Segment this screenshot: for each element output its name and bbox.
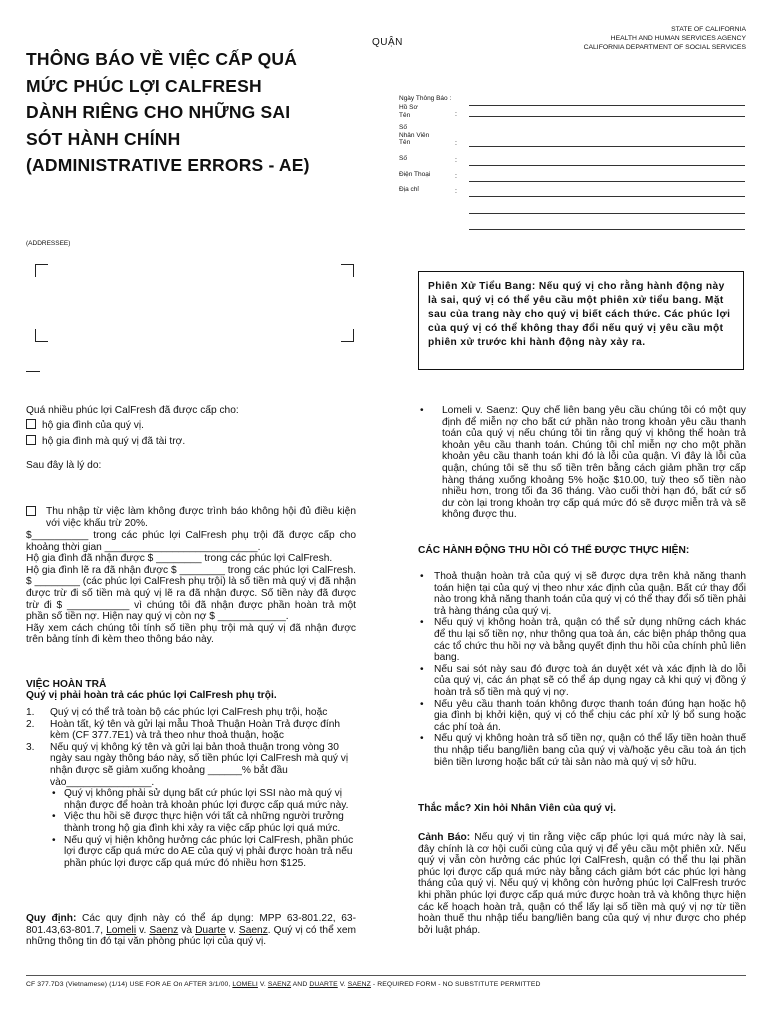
- lomeli-bullet: [418, 405, 746, 521]
- field-label: Số: [399, 155, 407, 162]
- address-line-2[interactable]: [469, 213, 745, 214]
- footer-rule: [26, 975, 746, 976]
- field-line: [469, 181, 745, 182]
- regulations-text: v.: [225, 924, 239, 936]
- calc-line: Hộ gia đình đã nhận được $ ________ trong các phúc lợi CalFresh.: [26, 553, 333, 565]
- calc-line: Hãy xem cách chúng tôi tính số tiền phụ trội mà quý vị đã nhận được trên bảng tính đi kèm theo thông báo này.: [26, 622, 356, 646]
- option-text: Quý vị có thể trả toàn bộ các phúc lợi CalFresh phụ trội, hoặc: [50, 707, 328, 718]
- footer-text: V.: [257, 981, 268, 988]
- agency-line: CALIFORNIA DEPARTMENT OF SOCIAL SERVICES: [583, 44, 746, 51]
- field-line: [469, 165, 745, 166]
- repayment-option: [26, 719, 356, 742]
- field-phone[interactable]: [399, 171, 745, 184]
- field-worker-name[interactable]: [399, 124, 745, 149]
- case-name: Saenz: [238, 924, 268, 936]
- option-number: 2.: [26, 718, 35, 730]
- footer-case-name: SAENZ: [267, 981, 292, 988]
- field-case-name[interactable]: [399, 104, 745, 119]
- option-label: hộ gia đình mà quý vị đã tài trợ.: [42, 436, 186, 447]
- warning-paragraph: [418, 832, 746, 936]
- agency-line: STATE OF CALIFORNIA: [671, 26, 746, 33]
- agency-line: HEALTH AND HUMAN SERVICES AGENCY: [610, 35, 746, 42]
- reason-text: Thu nhập từ việc làm không được trình báo không hội đủ điều kiện với việc khấu trừ 20%.: [46, 506, 356, 529]
- field-line: [469, 116, 745, 117]
- page-title: [26, 46, 366, 179]
- agency-header: [584, 25, 746, 52]
- footer-text: - REQUIRED FORM - NO SUBSTITUTE PERMITTED: [370, 981, 541, 988]
- collection-action: • Nếu yêu cầu thanh toán không được thanh toán đúng hạn hoặc hộ gia đình bị khởi kiện, quý vị có thể chịu các phí xử lý bổ sung hoặc các phí toà án.: [418, 699, 746, 734]
- reason-unreported-income[interactable]: [26, 506, 356, 529]
- field-line: [469, 196, 745, 197]
- collection-actions-heading: CÁC HÀNH ĐỘNG THU HỒI CÓ THỂ ĐƯỢC THỰC HIỆN:: [418, 545, 690, 556]
- questions-line: Thắc mắc? Xin hỏi Nhân Viên của quý vị.: [418, 803, 616, 814]
- collection-action: • Nếu sai sót này sau đó được toà án duyệt xét và xác định là do lỗi của quý vị, các án phạt sẽ có thể áp dụng ngay cả khi quý vị đồng ý hoàn trả số tiền mà quý vị nợ.: [418, 664, 746, 699]
- title-line: SÓT HÀNH CHÍNH: [26, 128, 181, 149]
- checkbox[interactable]: [26, 419, 36, 429]
- window-corner-bottom-left: [35, 329, 48, 342]
- field-label: Điện Thoại: [399, 171, 431, 178]
- footer-case-name: LOMELI: [232, 981, 258, 988]
- repayment-subheading: Quý vị phải hoàn trả các phúc lợi CalFresh phụ trội.: [26, 690, 277, 701]
- address-line-3[interactable]: [469, 229, 745, 230]
- state-hearing-notice: Phiên Xử Tiểu Bang: Nếu quý vị cho rằng hành động này là sai, quý vị có thể yêu cầu một phiên xử tiểu bang. Mặt sau của trang này cho quý vị biết cách thức. Các phúc lợi của quý vị có thể không thay đổi nếu quý vị yêu cầu một phiên xử trước khi hành động này xảy ra.: [418, 271, 744, 370]
- title-line: (ADMINISTRATIVE ERRORS - AE): [26, 155, 310, 175]
- field-label: Số Nhân Viên Tên: [399, 124, 430, 146]
- repayment-option: [26, 742, 356, 788]
- regulations-label: Quy định:: [26, 913, 77, 924]
- title-line: DÀNH RIÊNG CHO NHỮNG SAI: [26, 102, 291, 122]
- addressee-label: (ADDRESSEE): [26, 240, 71, 247]
- option-text: Nếu quý vị không ký tên và gửi lại bản thoả thuận trong vòng 30 ngày sau ngày thông báo này, số tiền phúc lợi CalFresh mà quý vị nhận được sẽ giảm xuống khoảng ______% bắt đầu vào_______________.: [50, 741, 349, 788]
- lomeli-text: • Lomeli v. Saenz: Quy chế liên bang yêu cầu chúng tôi có một quy định để miễn nợ cho bất cứ phần nào trong khoản yêu cầu thanh toán của quý vị nếu chúng tôi tin rằng quý vị không thể hoàn trả khoản yêu cầu thanh toán. Chúng tôi chỉ miễn nợ cho một phần khoản yêu cầu thanh toán khi đó là lỗi của quận. Vì đây là lỗi của quận, chúng tôi sẽ thu số tiền trên bằng cách giảm phần trợ cấp hàng tháng xuống khoảng 5% hoặc $10.00, tuỳ theo số tiền nào nhiều hơn, trong tối đa 36 tháng. Vào cuối thời hạn đó, bất cứ số dư còn lại trong khoản trợ cấp quá mức đó sẽ được miễn trả và sẽ không được thu.: [418, 405, 746, 521]
- checkbox[interactable]: [26, 435, 36, 445]
- field-colon: :: [455, 157, 457, 164]
- window-corner-bottom-right: [341, 329, 354, 342]
- county-label: QUẬN: [372, 37, 403, 48]
- regulations-text: Các quy định này có thể áp dụng: MPP 63-801.22, 63-801.43,63-801.7,: [26, 913, 356, 936]
- regulations: [26, 913, 356, 948]
- collection-actions-list: [418, 571, 746, 768]
- overissuance-calculation: [26, 530, 356, 646]
- footer-text: CF 377.7D3 (Vietnamese) (1/14) USE FOR AE On AFTER 3/1/00,: [26, 981, 233, 988]
- field-colon: :: [455, 188, 457, 195]
- option-text: Hoàn tất, ký tên và gửi lại mẫu Thoả Thuận Hoàn Trả được đính kèm (CF 377.7E1) và trả theo như thoả thuận, hoặc: [50, 718, 341, 742]
- repayment-heading: VIỆC HOÀN TRẢ: [26, 679, 107, 690]
- case-name: Duarte: [195, 924, 226, 936]
- collection-action: • Nếu quý vị không hoàn trả, quận có thể sử dụng những cách khác để thu lại số tiền nợ, như thông qua toà án, các biện pháp thông qua các tổ chức thu hồi nợ và bằng quyết định thu hồi của chính phủ liên bang.: [418, 617, 746, 663]
- field-label: Hồ Sơ Tên: [399, 104, 418, 119]
- checkbox[interactable]: [26, 506, 36, 516]
- regulations-text: . Quý vị có thể xem những thông tin đó tại văn phòng phúc lợi của quý vị.: [26, 924, 357, 948]
- option-number: 1.: [26, 707, 35, 718]
- warning-text: Nếu quý vị tin rằng việc cấp phúc lợi quá mức này là sai, đây chính là cơ hội cuối cùng của quý vị để yêu cầu một phiên xử. Nếu quý vị vẫn còn hưởng các phúc lợi CalFresh, quận có thể thu lại phần phúc lợi được cấp quá mức này bằng cách giảm bớt các phúc lợi hàng tháng của quý vị. Nếu quý vị không còn hưởng phúc lợi CalFresh trước khi phần phúc lợi được cấp quá mức được hoàn trả và không thực hiện các kế hoạch hoàn trả, quận có thể lấy lại số tiền mà quý vị nợ từ tiền hoàn thuế thu nhập tiểu bang/liên bang của quý vị như được cho phép bởi luật pháp.: [418, 832, 746, 936]
- footer-case-name: DUARTE: [309, 981, 338, 988]
- field-label: Địa chỉ: [399, 186, 419, 193]
- field-label: Ngày Thông Báo :: [399, 95, 452, 102]
- field-colon: :: [455, 173, 457, 180]
- case-name: Lomeli: [106, 924, 137, 936]
- window-corner-top-right: [341, 264, 354, 277]
- repayment-option: [26, 707, 356, 719]
- repayment-subpoint: • Việc thu hồi sẽ được thực hiện với tất cả những người trưởng thành trong hộ gia đình khi xảy ra việc cấp phúc lợi quá mức.: [52, 811, 356, 834]
- option-sponsored-household[interactable]: [26, 435, 356, 448]
- option-label: hộ gia đình của quý vị.: [42, 420, 144, 431]
- collection-action: • Thoả thuận hoàn trả của quý vị sẽ được dựa trên khả năng thanh toán hiện tại của quý vị theo như xác định của quận. Bất cứ thay đổi nào trong khả năng thanh toán của quý vị có thể thay đổi số tiền phải trả hàng tháng của quý vị.: [418, 571, 746, 617]
- reason-intro: Sau đây là lý do:: [26, 460, 102, 471]
- footer-case-name: SAENZ: [347, 981, 371, 988]
- repayment-subpoint: • Nếu quý vị hiện không hưởng các phúc lợi CalFresh, phần phúc lợi được cấp quá mức do AE của quý vị phải được hoàn trả nếu phần phúc lợi được cấp quá mức đó nhiều hơn $125.: [52, 835, 356, 870]
- field-colon: :: [455, 140, 457, 147]
- overissued-intro: Quá nhiều phúc lợi CalFresh đã được cấp cho:: [26, 405, 239, 416]
- warning-label: Cảnh Báo:: [418, 832, 471, 843]
- footer-text: AND: [291, 981, 310, 988]
- field-address[interactable]: [399, 186, 745, 199]
- option-number: 3.: [26, 741, 35, 753]
- field-colon: :: [455, 111, 457, 118]
- calc-line: Hộ gia đình lẽ ra đã nhận được $ ________ trong các phúc lợi CalFresh. $ ________ (các phúc lợi CalFresh phụ trội) là số tiền mà quý vị đã nhận được trừ đi số tiền mà quý vị lẽ ra đã nhận được. Số tiền này đã được trừ đi $ ___________ vì chúng tôi đã nhận được phần hoàn trả một phần số tiền nợ. Hiện nay quý vị còn nợ $ ____________.: [26, 564, 356, 623]
- window-corner-top-left: [35, 264, 48, 277]
- field-line: [469, 146, 745, 147]
- title-line: MỨC PHÚC LỢI CALFRESH: [26, 75, 262, 96]
- calc-line: $__________ trong các phúc lợi CalFresh phụ trội đã được cấp cho khoảng thời gian ___________________________.: [26, 530, 356, 553]
- title-line: THÔNG BÁO VỀ VIỆC CẤP QUÁ: [26, 49, 298, 69]
- collection-action: • Nếu quý vị không hoàn trả số tiền nợ, quận có thể lấy tiền hoàn thuế thu nhập tiểu bang/liên bang của quý vị và/hoặc yêu cầu toà án tịch biên tiền lương hoặc bất cứ tài sản nào mà quý vị sở hữu.: [418, 733, 746, 768]
- fold-mark: [26, 371, 40, 372]
- form-footer: [26, 981, 541, 988]
- repayment-subpoint: • Quý vị không phải sử dụng bất cứ phúc lợi SSI nào mà quý vị nhận được để hoàn trả khoản phúc lợi được cấp quá mức này.: [52, 788, 356, 811]
- case-name: Saenz: [149, 924, 179, 936]
- repayment-options: [26, 707, 356, 869]
- option-own-household[interactable]: [26, 419, 356, 432]
- field-worker-number[interactable]: [399, 155, 745, 168]
- footer-text: V.: [337, 981, 348, 988]
- regulations-text: và: [178, 924, 196, 936]
- regulations-text: v.: [136, 924, 150, 936]
